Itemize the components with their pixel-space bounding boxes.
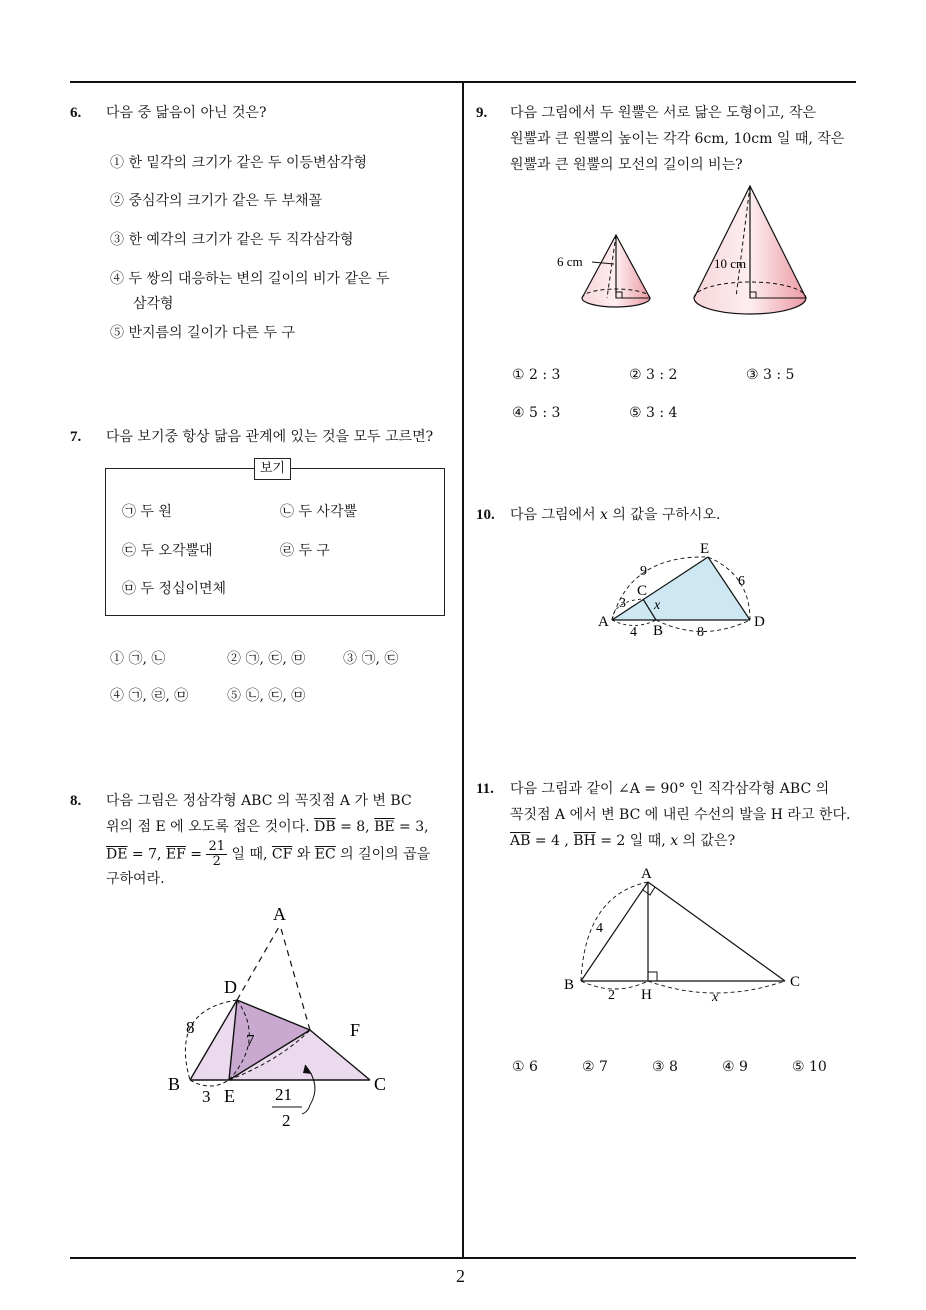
segment-ec: $\overline{EC}$ — [314, 846, 336, 863]
example-item-5: ㉤ 두 정십이면체 — [122, 581, 227, 597]
label-d: D — [754, 614, 765, 630]
question-7 — [70, 426, 455, 716]
label-4: 4 — [596, 921, 603, 936]
question-text-line-3: $\overline{AB} = 4$ , $\overline{BH} = 2$ 일 때, x 의 값은? — [510, 833, 736, 849]
question-9-options — [476, 360, 861, 430]
question-number: 11. — [476, 781, 494, 797]
label-21: 21 — [275, 1085, 292, 1104]
label-c: C — [790, 974, 801, 990]
page-number: 2 — [456, 1266, 465, 1286]
figure-cones — [550, 180, 820, 325]
segment-bh: $\overline{BH}$ — [573, 833, 596, 849]
option-4[interactable]: ④ ㉠, ㉣, ㉤ — [110, 688, 189, 704]
option-1[interactable]: ① ㉠, ㉡ — [110, 651, 166, 667]
label-3: 3 — [202, 1087, 211, 1106]
segment-de: $\overline{DE}$ — [106, 846, 128, 863]
label-2: 2 — [282, 1111, 291, 1130]
question-text-line-2: 꼭짓점 A 에서 변 BC 에 내린 수선의 발을 H 라고 한다. — [510, 807, 851, 823]
option-5[interactable]: ⑤ 3 : 4 — [629, 405, 678, 421]
figure-folded-triangle — [160, 900, 400, 1140]
question-text-line-3: 원뿔과 큰 원뿔의 모선의 길이의 비는? — [510, 157, 743, 173]
label-h: H — [641, 987, 652, 1003]
segment-ef: $\overline{EF}$ — [165, 846, 186, 863]
option-2[interactable]: ② 중심각의 크기가 같은 두 부채꼴 — [110, 193, 323, 209]
label-4: 4 — [630, 625, 637, 640]
label-x: x — [712, 990, 719, 1005]
question-9 — [476, 100, 861, 180]
label-b: B — [168, 1074, 181, 1094]
segment-ab: $\overline{AB}$ — [510, 833, 531, 849]
example-box-title: 보기 — [254, 458, 291, 480]
question-number: 8. — [70, 793, 82, 809]
label-8: 8 — [697, 625, 704, 640]
question-text-line-1: 다음 그림에서 두 원뿔은 서로 닮은 도형이고, 작은 — [510, 105, 817, 121]
question-text: 다음 중 닮음이 아닌 것은? — [106, 105, 267, 121]
option-4[interactable]: ④ 9 — [722, 1059, 748, 1075]
segment-cf: $\overline{CF}$ — [271, 846, 293, 863]
label-a: A — [598, 614, 609, 630]
label-b: B — [564, 977, 575, 993]
label-9: 9 — [640, 564, 647, 579]
option-4-cont: 삼각형 — [133, 296, 174, 312]
question-text: 다음 그림에서 x 의 값을 구하시오. — [510, 507, 721, 523]
option-2[interactable]: ② ㉠, ㉢, ㉤ — [227, 651, 306, 667]
fraction: $\frac{21}{2}$ — [208, 839, 226, 869]
label-e: E — [700, 541, 710, 557]
label-x: x — [654, 598, 661, 613]
label-c: C — [637, 583, 648, 599]
question-text-line-1: 다음 그림과 같이 ∠A = 90° 인 직각삼각형 ABC 의 — [510, 781, 830, 797]
option-1[interactable]: ① 2 : 3 — [512, 367, 561, 383]
label-6: 6 — [738, 574, 745, 589]
label-large-height: 10 cm — [714, 256, 747, 271]
label-e: E — [224, 1086, 235, 1106]
question-text-line-4: 구하여라. — [106, 871, 165, 887]
question-text-line-2: 원뿔과 큰 원뿔의 높이는 각각 6cm, 10cm 일 때, 작은 — [510, 131, 845, 147]
figure-right-triangle — [555, 865, 815, 1010]
example-item-1: ㉠ 두 원 — [122, 504, 172, 520]
segment-db: $\overline{DB}$ — [314, 819, 336, 835]
option-3[interactable]: ③ 3 : 5 — [746, 367, 795, 383]
question-number: 7. — [70, 429, 82, 445]
question-11 — [476, 776, 866, 856]
label-d: D — [224, 977, 237, 997]
example-item-4: ㉣ 두 구 — [280, 543, 330, 559]
question-8 — [70, 790, 460, 890]
option-4[interactable]: ④ 두 쌍의 대응하는 변의 길이의 비가 같은 두 — [110, 271, 390, 287]
segment-be: $\overline{BE}$ — [374, 819, 395, 835]
option-2[interactable]: ② 7 — [582, 1059, 608, 1075]
option-5[interactable]: ⑤ 10 — [792, 1059, 827, 1075]
option-1[interactable]: ① 6 — [512, 1059, 538, 1075]
column-divider — [462, 81, 464, 1258]
label-a: A — [641, 866, 652, 882]
label-c: C — [374, 1074, 387, 1094]
label-8: 8 — [186, 1018, 195, 1037]
question-text: 다음 보기중 항상 닮음 관계에 있는 것을 모두 고르면? — [106, 429, 434, 445]
question-text-line-3: $\overline{DE} = 7$, $\overline{EF}$ = $\frac{21}{2}$ 일 때, $\overline{CF}$ 와 $\overline{EC}$ 의 길이의 곱을 — [106, 839, 431, 869]
label-3: 3 — [619, 596, 626, 611]
question-6 — [70, 100, 455, 360]
question-text-line-1: 다음 그림은 정삼각형 ABC 의 꼭짓점 A 가 변 BC — [106, 793, 412, 809]
variable-x: x — [670, 833, 679, 849]
label-7: 7 — [246, 1031, 255, 1050]
option-1[interactable]: ① 한 밑각의 크기가 같은 두 이등변삼각형 — [110, 155, 368, 171]
question-10 — [476, 504, 861, 534]
label-f: F — [350, 1020, 361, 1040]
label-a: A — [273, 904, 286, 924]
option-4[interactable]: ④ 5 : 3 — [512, 405, 561, 421]
question-number: 9. — [476, 105, 488, 121]
option-5[interactable]: ⑤ 반지름의 길이가 다른 두 구 — [110, 325, 296, 341]
figure-triangle-x — [590, 535, 780, 645]
option-3[interactable]: ③ ㉠, ㉢ — [343, 651, 399, 667]
option-5[interactable]: ⑤ ㉡, ㉢, ㉤ — [227, 688, 306, 704]
question-number: 10. — [476, 507, 495, 523]
option-3[interactable]: ③ 8 — [652, 1059, 678, 1075]
variable-x: x — [600, 507, 608, 523]
question-number: 6. — [70, 105, 82, 121]
label-small-height: 6 cm — [557, 254, 583, 269]
label-2: 2 — [608, 988, 615, 1003]
example-item-2: ㉡ 두 사각뿔 — [280, 504, 357, 520]
option-3[interactable]: ③ 한 예각의 크기가 같은 두 직각삼각형 — [110, 232, 354, 248]
question-text-line-2: 위의 점 E 에 오도록 접은 것이다. $\overline{DB} = 8$, $\overline{BE} = 3$, — [106, 819, 429, 835]
question-11-options — [476, 1054, 861, 1084]
label-b: B — [653, 623, 664, 639]
example-item-3: ㉢ 두 오각뿔대 — [122, 543, 213, 559]
option-2[interactable]: ② 3 : 2 — [629, 367, 678, 383]
